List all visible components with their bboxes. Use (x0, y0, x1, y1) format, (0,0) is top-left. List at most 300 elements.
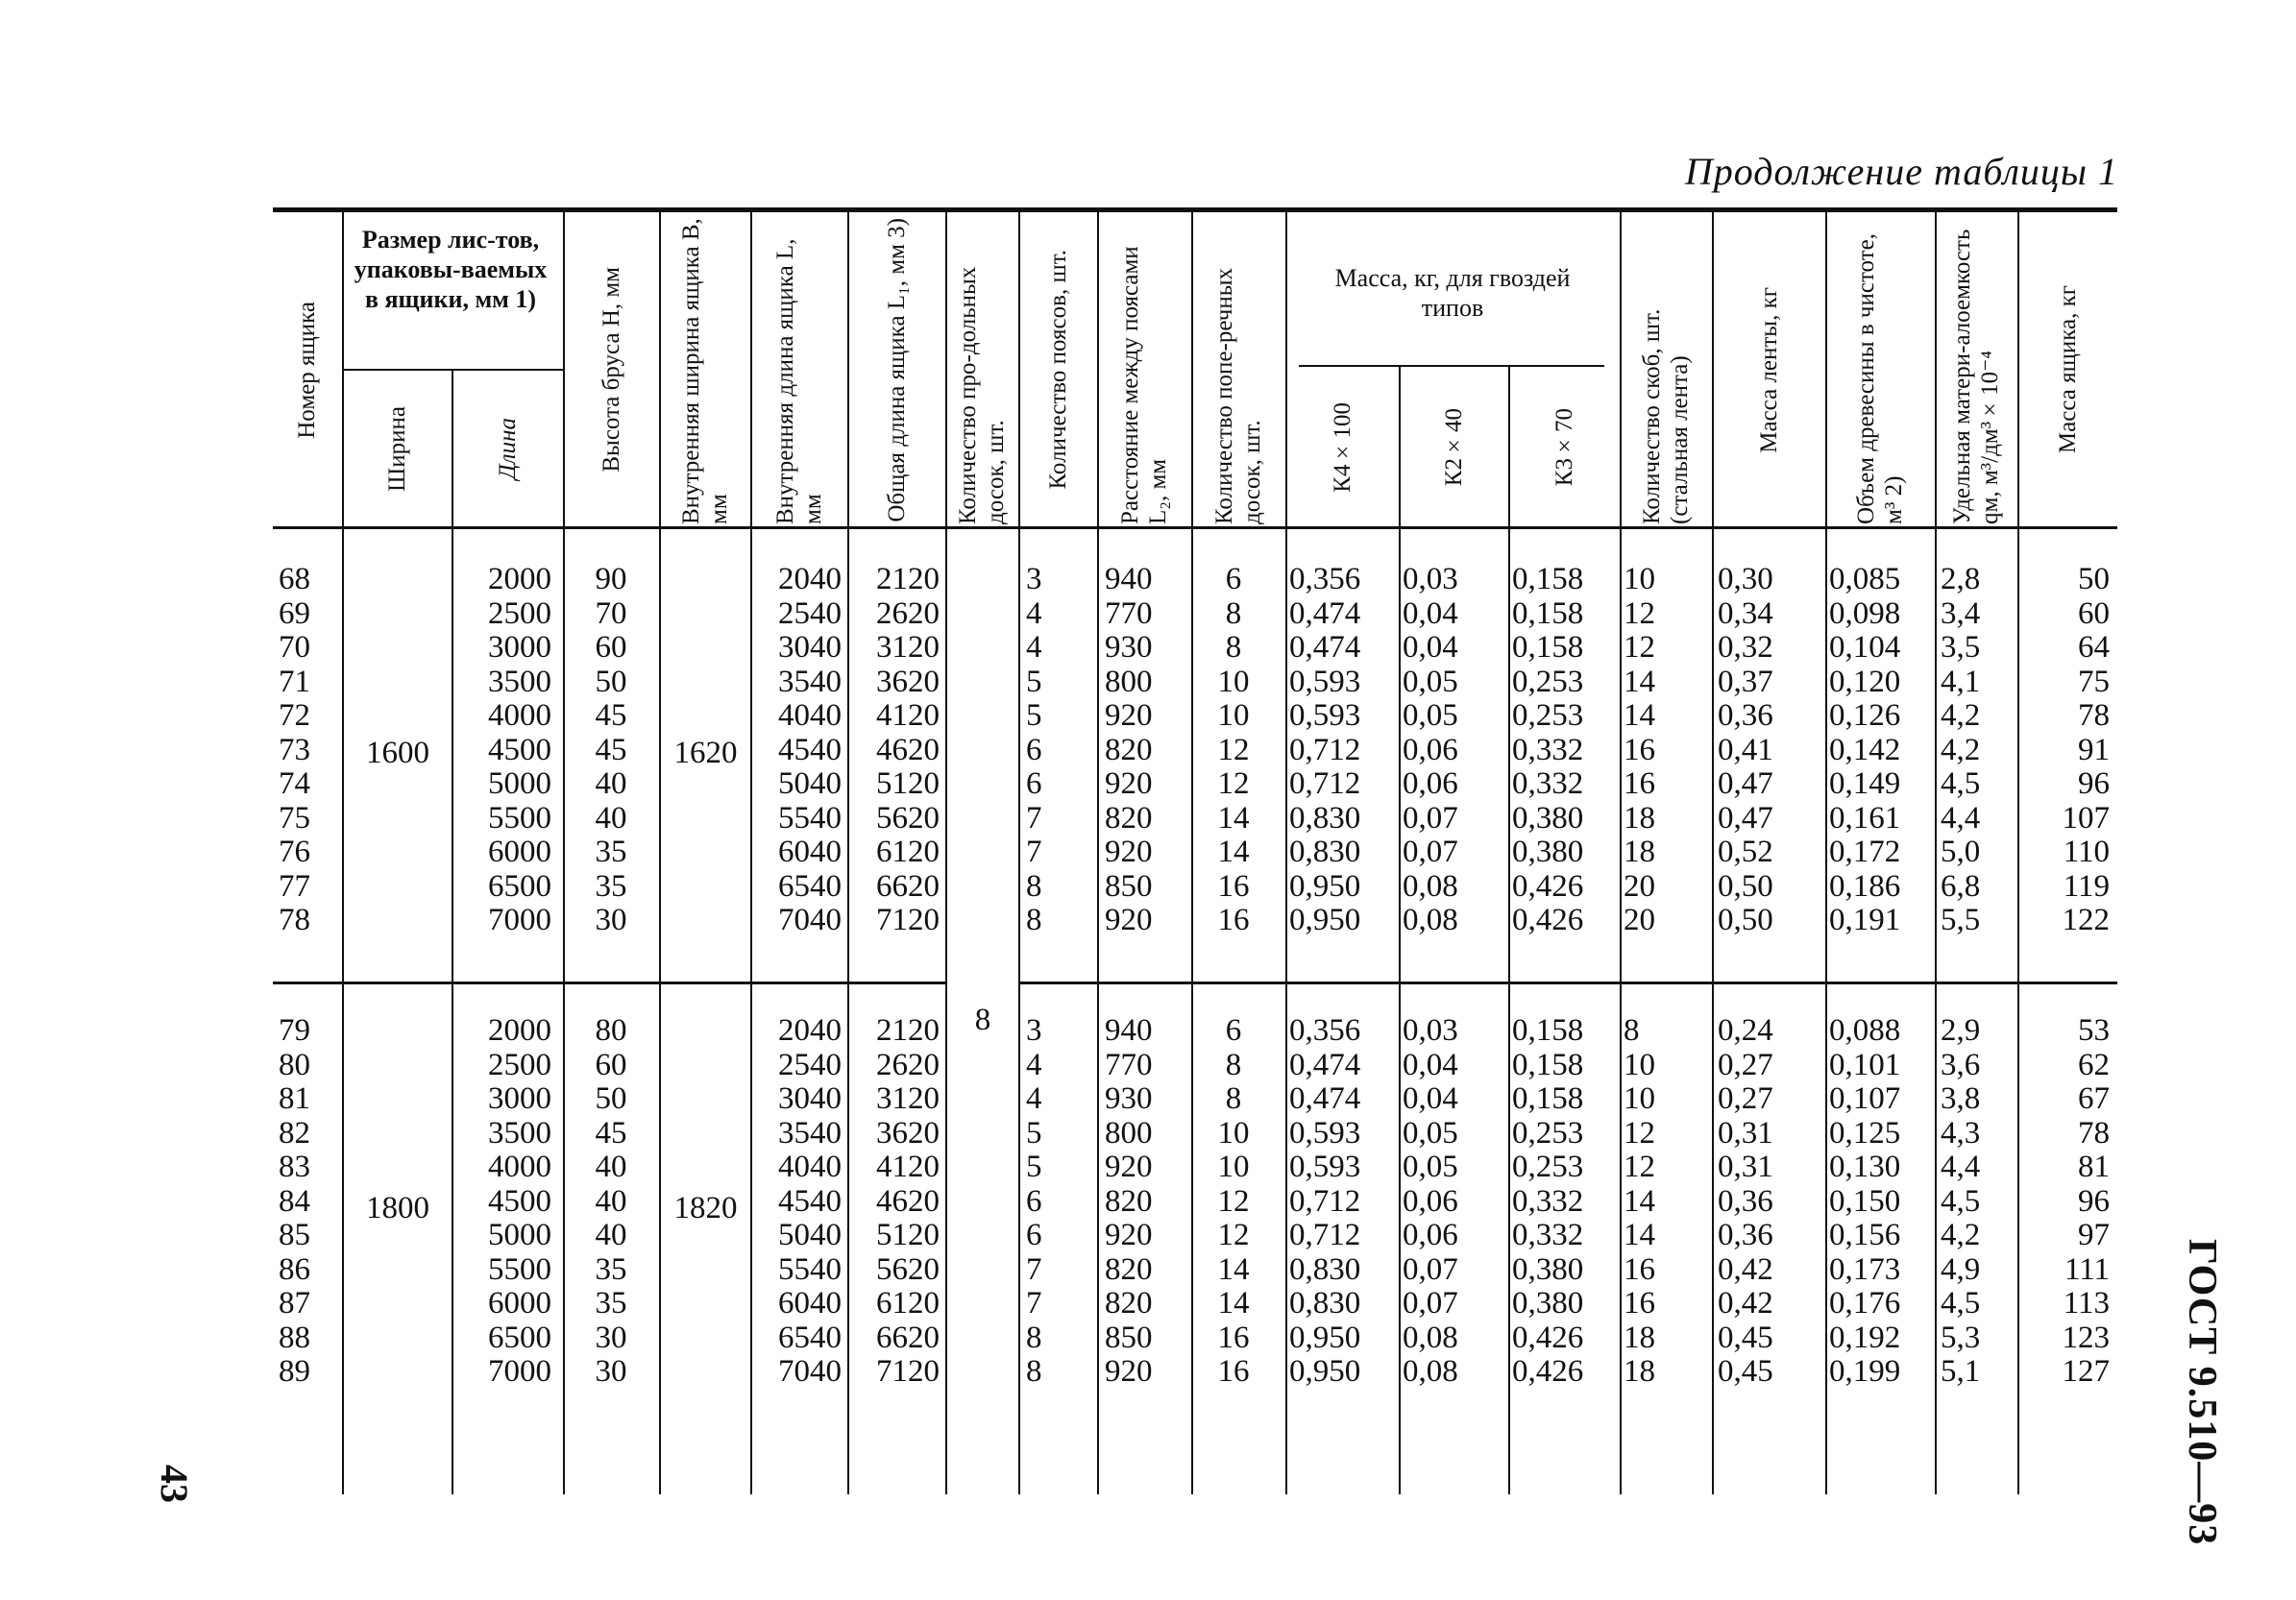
table-cell: 5620 (876, 1251, 940, 1287)
table-cell: 3000 (488, 630, 551, 665)
table-cell: 0,32 (1718, 630, 1773, 665)
table-cell: 110 (2063, 835, 2110, 869)
nail-mass-subrule (1299, 365, 1604, 367)
table-cell: 6620 (876, 1320, 940, 1355)
col-rule (1508, 367, 1510, 1494)
header-box-mass: Масса ящика, кг (2054, 285, 2081, 454)
table-cell: 0,380 (1512, 835, 1584, 869)
table-cell: 5500 (488, 1251, 551, 1287)
table-cell: 920 (1105, 698, 1153, 733)
table-cell: 7 (1026, 1251, 1042, 1287)
table-cell: 0,830 (1289, 1251, 1361, 1287)
table-cell: 0,426 (1512, 868, 1584, 904)
table-cell: 5540 (778, 800, 842, 836)
table-cell: 35 (595, 835, 627, 869)
column-box-mass (2021, 1014, 2110, 1390)
table-cell: 2040 (778, 1013, 842, 1048)
column-tape-mass (1718, 1014, 1814, 1390)
table-cell: 6 (1225, 562, 1242, 596)
table-cell: 35 (595, 1286, 627, 1321)
table-cell: 0,158 (1512, 595, 1584, 631)
table-cell: 4 (1026, 1081, 1042, 1116)
table-cell: 6540 (778, 1320, 842, 1355)
table-cell: 5 (1026, 664, 1042, 699)
table-cell: 16 (1624, 1286, 1655, 1321)
table-cell: 800 (1105, 664, 1153, 699)
header-cross-boards: Количество попе-речных досок, шт. (1211, 267, 1265, 524)
table-cell: 81 (279, 1081, 310, 1116)
table-cell: 8 (1026, 1320, 1042, 1355)
table-cell: 3,8 (1941, 1081, 1981, 1116)
header-tape-mass: Масса ленты, кг (1755, 286, 1782, 453)
table-cell: 8 (1225, 595, 1242, 631)
table-cell: 86 (279, 1251, 310, 1287)
table-cell: 930 (1105, 1081, 1153, 1116)
table-cell: 91 (2078, 732, 2110, 767)
table-cell: 0,07 (1403, 800, 1458, 836)
header-total-length: Общая длина ящика L₁, мм 3) (883, 217, 910, 522)
table-cell: 12 (1217, 1218, 1250, 1252)
table-cell: 53 (2078, 1013, 2110, 1048)
table-cell: 4,3 (1941, 1115, 1981, 1151)
table-cell: 4540 (778, 1183, 842, 1219)
table-cell: 850 (1105, 868, 1153, 904)
table-cell: 78 (2078, 698, 2110, 733)
table-cell: 6 (1026, 766, 1042, 801)
table-cell: 119 (2063, 868, 2110, 904)
table-cell: 0,712 (1289, 1218, 1361, 1252)
table-cell: 50 (595, 1081, 627, 1116)
table-cell: 0,474 (1289, 595, 1361, 631)
table-cell: 122 (2062, 903, 2110, 937)
table-top-rule (273, 207, 2117, 212)
column-belts (1026, 1014, 1064, 1390)
header-staples: Количество скоб, шт. (стальная лента) (1639, 308, 1693, 524)
table-cell: 0,107 (1829, 1081, 1901, 1116)
table-cell: 70 (595, 595, 627, 631)
table-cell: 0,192 (1829, 1320, 1901, 1355)
table-cell: 5000 (488, 766, 551, 801)
table-cell: 0,08 (1403, 903, 1458, 937)
table-cell: 4,5 (1941, 766, 1981, 801)
table-cell: 78 (2078, 1115, 2110, 1151)
table-cell: 6120 (876, 1286, 940, 1321)
table-cell: 3500 (488, 664, 551, 699)
table-cell: 0,712 (1289, 766, 1361, 801)
table-cell: 6000 (488, 1286, 551, 1321)
header-wood-volume: Объем древесины в чистоте, м³ 2) (1853, 233, 1907, 524)
table-cell: 87 (279, 1286, 310, 1321)
table-cell: 8 (1026, 868, 1042, 904)
table-cell: 20 (1624, 868, 1655, 904)
table-cell: 7 (1026, 800, 1042, 836)
table-cell: 0,426 (1512, 1320, 1584, 1355)
table-cell: 0,47 (1718, 800, 1773, 836)
table-cell: 4000 (488, 698, 551, 733)
table-cell: 14 (1217, 1251, 1250, 1287)
table-cell: 0,085 (1829, 562, 1901, 596)
table-cell: 10 (1217, 1150, 1250, 1184)
table-cell: 0,158 (1512, 1047, 1584, 1082)
table-cell: 0,03 (1403, 1013, 1458, 1048)
table-cell: 0,05 (1403, 698, 1458, 733)
column-staples (1624, 1014, 1681, 1390)
table-cell: 0,380 (1512, 1251, 1584, 1287)
table-cell: 74 (279, 766, 310, 801)
table-cell: 0,593 (1289, 1115, 1361, 1151)
table-cell: 16 (1217, 1354, 1250, 1389)
page-number: 43 (153, 1465, 196, 1503)
column-specific-material (1941, 563, 2014, 938)
table-cell: 50 (595, 664, 627, 699)
group1-width: 1600 (366, 736, 429, 770)
table-cell: 0,07 (1403, 1286, 1458, 1321)
table-cell: 6 (1026, 1183, 1042, 1219)
table-cell: 0,830 (1289, 800, 1361, 836)
table-cell: 8 (1026, 1354, 1042, 1389)
table-cell: 0,27 (1718, 1081, 1773, 1116)
table-cell: 4620 (876, 1183, 940, 1219)
table-cell: 83 (279, 1150, 310, 1184)
table-cell: 60 (595, 630, 627, 665)
table-cell: 6000 (488, 835, 551, 869)
table-cell: 850 (1105, 1320, 1153, 1355)
table-cell: 5120 (876, 1218, 940, 1252)
table-cell: 7040 (778, 1354, 842, 1389)
table-cell: 8 (1225, 630, 1242, 665)
column-length (455, 563, 551, 938)
header-box-number: Номер ящика (293, 301, 320, 439)
table-cell: 0,593 (1289, 698, 1361, 733)
table-cell: 88 (279, 1320, 310, 1355)
table-cell: 7120 (876, 1354, 940, 1389)
table-cell: 45 (595, 698, 627, 733)
table-cell: 0,356 (1289, 1013, 1361, 1048)
table-cell: 0,253 (1512, 664, 1584, 699)
table-cell: 0,474 (1289, 1047, 1361, 1082)
table-cell: 16 (1624, 766, 1655, 801)
table-cell: 89 (279, 1354, 310, 1389)
table-cell: 0,07 (1403, 1251, 1458, 1287)
table-cell: 0,158 (1512, 1081, 1584, 1116)
table-cell: 3,5 (1941, 630, 1981, 665)
table-cell: 0,34 (1718, 595, 1773, 631)
table-cell: 96 (2078, 766, 2110, 801)
table-cell: 75 (2078, 664, 2110, 699)
table-cell: 0,158 (1512, 562, 1584, 596)
table-cell: 0,332 (1512, 1218, 1584, 1252)
table-cell: 12 (1624, 1115, 1655, 1151)
header-specific-material: Удельная матери-алоемкость qм, м³/дм³×10⁻⁴ (1949, 229, 2003, 524)
table-cell: 69 (279, 595, 310, 631)
table-cell: 0,474 (1289, 1081, 1361, 1116)
table-cell: 12 (1624, 630, 1655, 665)
table-cell: 8 (1624, 1013, 1640, 1048)
table-cell: 10 (1217, 1115, 1250, 1151)
group1-inner-width: 1620 (673, 736, 738, 770)
column-cross-boards (1195, 1014, 1272, 1390)
table-cell: 3540 (778, 1115, 842, 1151)
table-cell: 0,31 (1718, 1150, 1773, 1184)
table-cell: 82 (279, 1115, 310, 1151)
table-cell: 920 (1105, 1354, 1153, 1389)
column-belts (1026, 563, 1064, 938)
table-cell: 3040 (778, 1081, 842, 1116)
table-cell: 4500 (488, 1183, 551, 1219)
header-inner-length: Внутренняя длина ящика L, мм (771, 238, 826, 524)
table-cell: 0,04 (1403, 595, 1458, 631)
table-cell: 4,5 (1941, 1286, 1981, 1321)
table-cell: 73 (279, 732, 310, 767)
table-cell: 0,126 (1829, 698, 1901, 733)
header-k4x100: К4×100 (1329, 402, 1356, 493)
table-cell: 0,45 (1718, 1354, 1773, 1389)
table-cell: 4,4 (1941, 800, 1981, 836)
table-cell: 4,5 (1941, 1183, 1981, 1219)
table-cell: 4540 (778, 732, 842, 767)
table-cell: 6500 (488, 868, 551, 904)
column-wood-volume (1829, 563, 1931, 938)
standard-label: ГОСТ 9.510—93 (2180, 1239, 2224, 1546)
table-cell: 0,52 (1718, 835, 1773, 869)
table-cell: 6040 (778, 1286, 842, 1321)
table-cell: 35 (595, 1251, 627, 1287)
table-cell: 14 (1217, 1286, 1250, 1321)
table-cell: 3 (1026, 1013, 1042, 1048)
table-cell: 14 (1217, 800, 1250, 836)
column-beam-height (573, 563, 649, 938)
table-cell: 7 (1026, 1286, 1042, 1321)
table-cell: 0,380 (1512, 800, 1584, 836)
column-beam-height (573, 1014, 649, 1390)
table-cell: 0,04 (1403, 630, 1458, 665)
header-belts: Количество поясов, шт. (1044, 250, 1071, 490)
table-cell: 0,04 (1403, 1047, 1458, 1082)
table-cell: 0,380 (1512, 1286, 1584, 1321)
col-rule (1399, 367, 1401, 1494)
table-cell: 4040 (778, 1150, 842, 1184)
table-cell: 0,05 (1403, 664, 1458, 699)
table-cell: 0,332 (1512, 766, 1584, 801)
table-cell: 5500 (488, 800, 551, 836)
table-cell: 940 (1105, 1013, 1153, 1048)
table-cell: 0,06 (1403, 732, 1458, 767)
table-cell: 0,41 (1718, 732, 1773, 767)
table-cell: 30 (595, 1320, 627, 1355)
table-cell: 2500 (488, 1047, 551, 1082)
table-cell: 12 (1217, 1183, 1250, 1219)
column-nail-k4x100 (1289, 563, 1395, 938)
column-staples (1624, 563, 1681, 938)
table-cell: 14 (1624, 1183, 1655, 1219)
table-cell: 123 (2062, 1320, 2110, 1355)
table-cell: 84 (279, 1183, 310, 1219)
table-cell: 0,088 (1829, 1013, 1901, 1048)
table-cell: 0,08 (1403, 868, 1458, 904)
table-cell: 0,426 (1512, 1354, 1584, 1389)
table-cell: 0,593 (1289, 664, 1361, 699)
table-cell: 0,06 (1403, 766, 1458, 801)
table-cell: 90 (595, 562, 627, 596)
table-cell: 6 (1026, 732, 1042, 767)
table-cell: 8 (1225, 1047, 1242, 1082)
table-cell: 60 (2078, 595, 2110, 631)
table-cell: 0,332 (1512, 1183, 1584, 1219)
table-cell: 6 (1026, 1218, 1042, 1252)
table-cell: 0,950 (1289, 903, 1361, 937)
table-cell: 14 (1624, 664, 1655, 699)
table-cell: 10 (1217, 664, 1250, 699)
table-cell: 2,9 (1941, 1013, 1981, 1048)
table-cell: 0,098 (1829, 595, 1901, 631)
table-cell: 4,2 (1941, 698, 1981, 733)
table-cell: 0,356 (1289, 562, 1361, 596)
table-cell: 45 (595, 1115, 627, 1151)
table-cell: 800 (1105, 1115, 1153, 1151)
table-cell: 60 (595, 1047, 627, 1082)
data-table (273, 207, 2117, 1494)
table-cell: 16 (1217, 903, 1250, 937)
table-cell: 40 (595, 800, 627, 836)
table-cell: 96 (2078, 1183, 2110, 1219)
table-cell: 2040 (778, 562, 842, 596)
table-cell: 4 (1026, 595, 1042, 631)
table-cell: 85 (279, 1218, 310, 1252)
table-cell: 770 (1105, 595, 1153, 631)
table-cell: 0,130 (1829, 1150, 1901, 1184)
table-cell: 0,24 (1718, 1013, 1773, 1048)
table-cell: 4120 (876, 698, 940, 733)
table-cell: 18 (1624, 800, 1655, 836)
table-cell: 5120 (876, 766, 940, 801)
table-cell: 3620 (876, 1115, 940, 1151)
table-cell: 0,42 (1718, 1251, 1773, 1287)
table-cell: 30 (595, 903, 627, 937)
table-cell: 127 (2062, 1354, 2110, 1389)
column-specific-material (1941, 1014, 2014, 1390)
table-cell: 5 (1026, 1150, 1042, 1184)
table-cell: 3000 (488, 1081, 551, 1116)
column-total-length (851, 563, 940, 938)
table-cell: 6540 (778, 868, 842, 904)
table-cell: 8 (1225, 1081, 1242, 1116)
table-cell: 78 (279, 903, 310, 937)
table-cell: 5,0 (1941, 835, 1981, 869)
table-cell: 12 (1217, 732, 1250, 767)
table-cell: 0,332 (1512, 732, 1584, 767)
table-cell: 16 (1624, 732, 1655, 767)
header-beam-height: Высота бруса H, мм (598, 267, 624, 473)
table-cell: 2500 (488, 595, 551, 631)
table-cell: 3620 (876, 664, 940, 699)
table-cell: 64 (2078, 630, 2110, 665)
table-cell: 0,30 (1718, 562, 1773, 596)
table-cell: 7040 (778, 903, 842, 937)
table-cell: 2540 (778, 1047, 842, 1082)
table-cell: 7120 (876, 903, 940, 937)
header-k3x70: К3×70 (1551, 408, 1577, 487)
table-cell: 62 (2078, 1047, 2110, 1082)
table-cell: 0,37 (1718, 664, 1773, 699)
table-cell: 4500 (488, 732, 551, 767)
table-cell: 0,142 (1829, 732, 1901, 767)
table-cell: 0,150 (1829, 1183, 1901, 1219)
table-cell: 77 (279, 868, 310, 904)
table-cell: 10 (1624, 562, 1655, 596)
table-cell: 2000 (488, 1013, 551, 1048)
table-cell: 0,05 (1403, 1150, 1458, 1184)
group-separator (1018, 982, 2117, 984)
table-cell: 0,593 (1289, 1150, 1361, 1184)
table-cell: 10 (1217, 698, 1250, 733)
table-cell: 12 (1624, 1150, 1655, 1184)
table-cell: 930 (1105, 630, 1153, 665)
table-cell: 0,149 (1829, 766, 1901, 801)
table-cell: 6500 (488, 1320, 551, 1355)
table-cell: 4000 (488, 1150, 551, 1184)
table-cell: 0,253 (1512, 698, 1584, 733)
table-cell: 2620 (876, 595, 940, 631)
table-cell: 2,8 (1941, 562, 1981, 596)
table-cell: 0,04 (1403, 1081, 1458, 1116)
table-cell: 3 (1026, 562, 1042, 596)
table-cell: 0,156 (1829, 1218, 1901, 1252)
table-cell: 5040 (778, 1218, 842, 1252)
table-cell: 97 (2078, 1218, 2110, 1252)
table-cell: 8 (1026, 903, 1042, 937)
table-cell: 107 (2062, 800, 2110, 836)
table-cell: 820 (1105, 800, 1153, 836)
table-cell: 10 (1624, 1081, 1655, 1116)
table-cell: 6 (1225, 1013, 1242, 1048)
table-cell: 0,125 (1829, 1115, 1901, 1151)
table-cell: 2000 (488, 562, 551, 596)
table-cell: 0,830 (1289, 835, 1361, 869)
table-cell: 80 (595, 1013, 627, 1048)
table-cell: 20 (1624, 903, 1655, 937)
table-cell: 2540 (778, 595, 842, 631)
table-cell: 4,2 (1941, 732, 1981, 767)
column-tape-mass (1718, 563, 1814, 938)
table-cell: 5540 (778, 1251, 842, 1287)
table-cell: 6120 (876, 835, 940, 869)
table-cell: 4 (1026, 1047, 1042, 1082)
table-cell: 0,712 (1289, 732, 1361, 767)
table-cell: 920 (1105, 766, 1153, 801)
table-cell: 0,158 (1512, 1013, 1584, 1048)
table-cell: 920 (1105, 1218, 1153, 1252)
table-cell: 35 (595, 868, 627, 904)
table-cell: 0,176 (1829, 1286, 1901, 1321)
table-cell: 0,36 (1718, 1183, 1773, 1219)
table-cell: 0,950 (1289, 1320, 1361, 1355)
table-cell: 0,06 (1403, 1218, 1458, 1252)
table-cell: 12 (1624, 595, 1655, 631)
table-cell: 5,1 (1941, 1354, 1981, 1389)
table-cell: 0,253 (1512, 1115, 1584, 1151)
table-cell: 0,253 (1512, 1150, 1584, 1184)
header-k2x40: К2×40 (1440, 408, 1467, 487)
table-cell: 0,36 (1718, 1218, 1773, 1252)
table-cell: 820 (1105, 1183, 1153, 1219)
table-cell: 0,31 (1718, 1115, 1773, 1151)
table-cell: 75 (279, 800, 310, 836)
table-cell: 0,27 (1718, 1047, 1773, 1082)
table-cell: 18 (1624, 1354, 1655, 1389)
table-cell: 5,5 (1941, 903, 1981, 937)
table-cell: 0,45 (1718, 1320, 1773, 1355)
table-cell: 5 (1026, 1115, 1042, 1151)
